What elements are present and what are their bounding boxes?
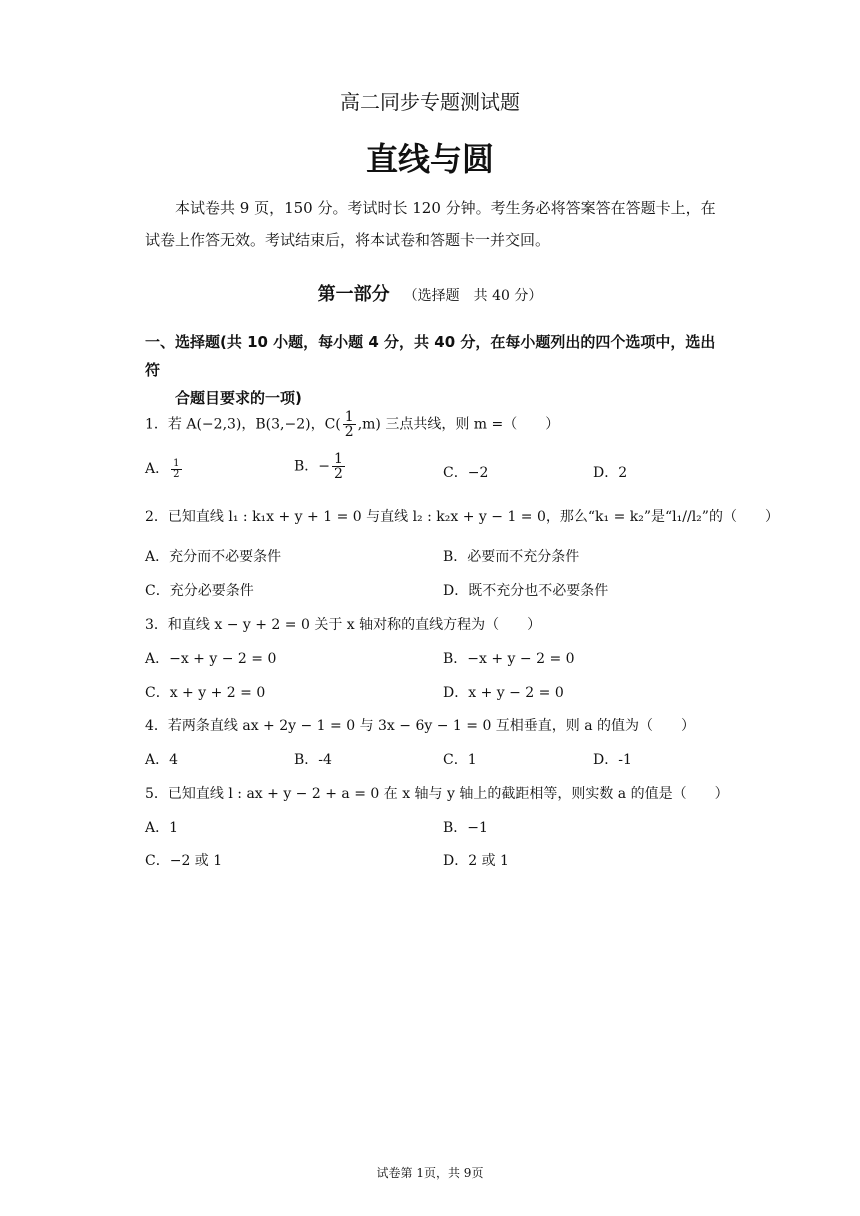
question-3-option-c: C．x + y + 2 = 0 [145, 685, 266, 701]
question-5-option-c: C．−2 或 1 [145, 853, 223, 869]
question-1-option-b [294, 452, 347, 481]
part-heading [0, 280, 860, 306]
question-2-option-b: B．必要而不充分条件 [443, 549, 580, 565]
question-4-option-d: D．-1 [593, 752, 632, 768]
question-1-points: A(−2,3)，B(3,−2)，C( [186, 416, 341, 433]
question-4-option-c: C．1 [443, 752, 477, 768]
part-note: （选择题 共 40 分） [403, 288, 543, 304]
fraction-denominator: 2 [344, 424, 354, 440]
part-label: 第一部分 [317, 284, 390, 305]
question-1-fraction [343, 410, 356, 439]
page-footer: 试卷第 1页，共 9页 [376, 1166, 484, 1180]
exam-instructions: 本试卷共 9 页，150 分。考试时长 120 分钟。考生务必将答案答在答题卡上，在试卷上作答无效。考试结束后，将本试卷和答题卡一并交回。 [145, 199, 716, 249]
question-3-option-b: B．−x + y − 2 = 0 [443, 651, 575, 667]
section-heading-line1: 一、选择题(共 10 小题，每小题 4 分，共 40 分，在每小题列出的四个选项中，选出符 [145, 333, 716, 379]
question-3-stem: 3．和直线 x − y + 2 = 0 关于 x 轴对称的直线方程为（ ） [145, 617, 542, 633]
section-heading [145, 328, 725, 412]
option-label: B．− [294, 458, 331, 475]
question-2-option-c: C．充分必要条件 [145, 583, 254, 599]
question-1-stem-prefix: 1．若 [145, 416, 187, 433]
question-1-stem [145, 410, 559, 439]
option-a-fraction [171, 459, 181, 480]
fraction-numerator: 1 [334, 451, 343, 467]
question-1-option-d: D．2 [593, 465, 628, 481]
question-2-stem: 2．已知直线 l₁ : k₁x + y + 1 = 0 与直线 l₂ : k₂x + y − 1 = 0，那么“k₁ = k₂”是“l₁//l₂”的（ ） [145, 509, 779, 525]
question-1-option-a [145, 458, 184, 480]
exam-subtitle: 高二同步专题测试题 [340, 90, 520, 114]
question-3-option-d: D．x + y − 2 = 0 [443, 685, 564, 701]
question-5-stem: 5．已知直线 l : ax + y − 2 + a = 0 在 x 轴与 y 轴上的截距相等，则实数 a 的值是（ ） [145, 786, 729, 802]
question-1-stem-suffix: ,m) 三点共线，则 m =（ ） [357, 416, 560, 433]
fraction-denominator: 2 [334, 466, 343, 482]
section-heading-line2: 合题目要求的一项) [175, 389, 302, 407]
question-5-option-a: A．1 [145, 820, 179, 836]
fraction-numerator: 1 [173, 457, 180, 469]
question-1-option-c: C．−2 [443, 465, 489, 481]
fraction-denominator: 2 [173, 468, 180, 480]
exam-title: 直线与圆 [365, 140, 494, 178]
question-3-option-a: A．−x + y − 2 = 0 [145, 651, 277, 667]
question-5-option-b: B．−1 [443, 820, 488, 836]
question-2-option-a: A．充分而不必要条件 [145, 549, 282, 565]
question-4-stem: 4．若两条直线 ax + 2y − 1 = 0 与 3x − 6y − 1 = 0 互相垂直，则 a 的值为（ ） [145, 718, 696, 734]
question-5-option-d: D．2 或 1 [443, 853, 509, 869]
question-2-option-d: D．既不充分也不必要条件 [443, 583, 609, 599]
question-4-option-a: A．4 [145, 752, 179, 768]
option-b-fraction [332, 452, 345, 481]
question-4-option-b: B．-4 [294, 752, 332, 768]
option-label: A． [145, 461, 170, 477]
fraction-numerator: 1 [344, 409, 354, 425]
